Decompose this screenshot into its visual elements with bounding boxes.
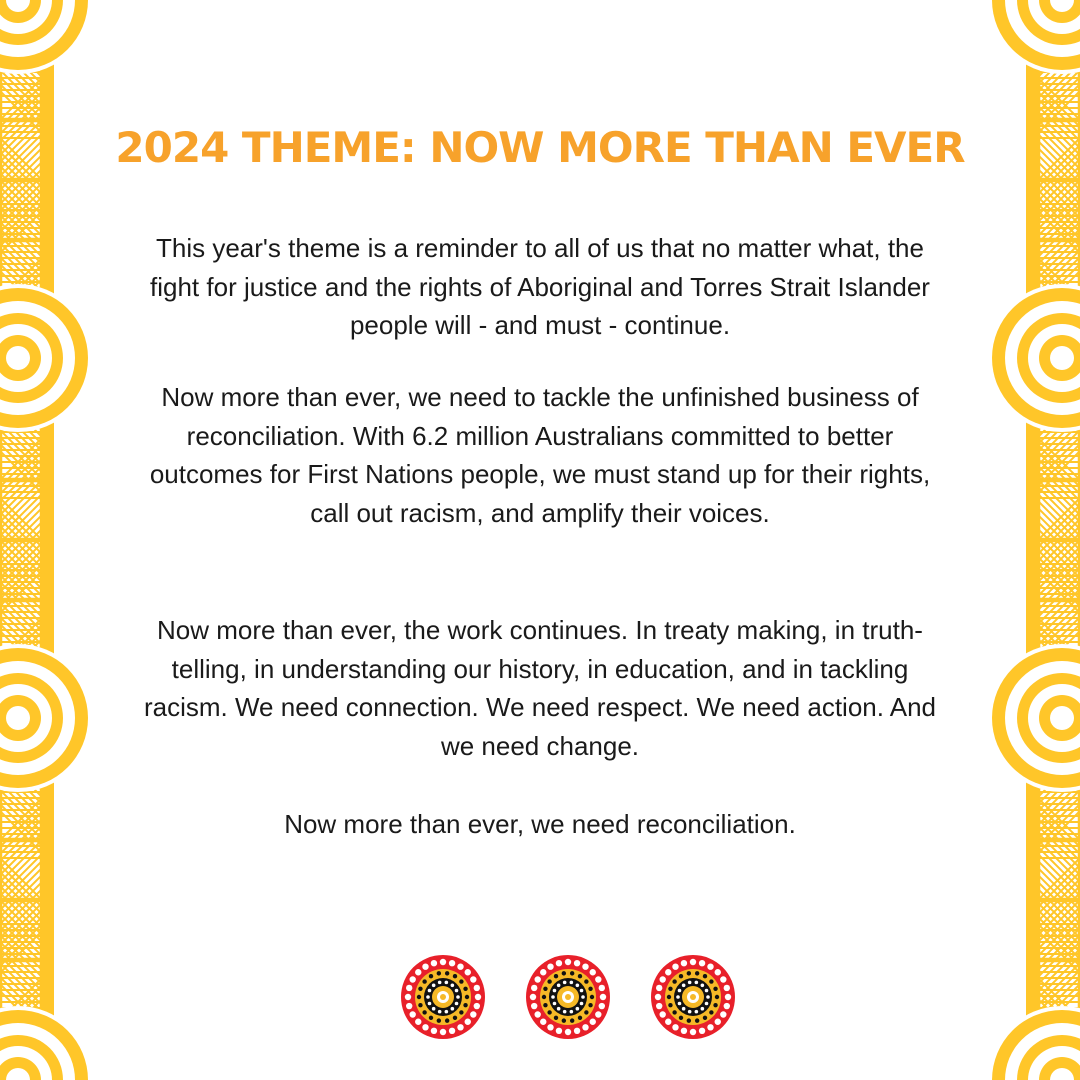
dot-painting-circle-icon bbox=[400, 954, 486, 1040]
page-title: 2024 THEME: NOW MORE THAN EVER bbox=[115, 123, 965, 172]
right-border-pattern-icon bbox=[990, 0, 1080, 1080]
paragraph-work-continues: Now more than ever, the work continues. In treaty making, in truth-telling, in understanding our history, in education, and in tackling racism. We need connection. We need respect. We need action. And we need change. bbox=[143, 615, 937, 761]
dot-painting-circle-icon bbox=[525, 954, 611, 1040]
footer-motifs bbox=[400, 954, 736, 1044]
left-border-pattern-icon bbox=[0, 0, 90, 1080]
paragraph-need-reconciliation: Now more than ever, we need reconciliation. bbox=[284, 809, 796, 839]
paragraph-reminder: This year's theme is a reminder to all of us that no matter what, the fight for justice and the rights of Aboriginal and Torres Strait Islander people will - and must - continue. bbox=[150, 233, 930, 340]
dot-painting-circle-icon bbox=[650, 954, 736, 1040]
paragraph-unfinished-business: Now more than ever, we need to tackle the unfinished business of reconciliation. With 6.2 million Australians committed to better outcomes for First Nations people, we must stand up for their rights, call out racism, and amplify their voices. bbox=[149, 382, 931, 528]
